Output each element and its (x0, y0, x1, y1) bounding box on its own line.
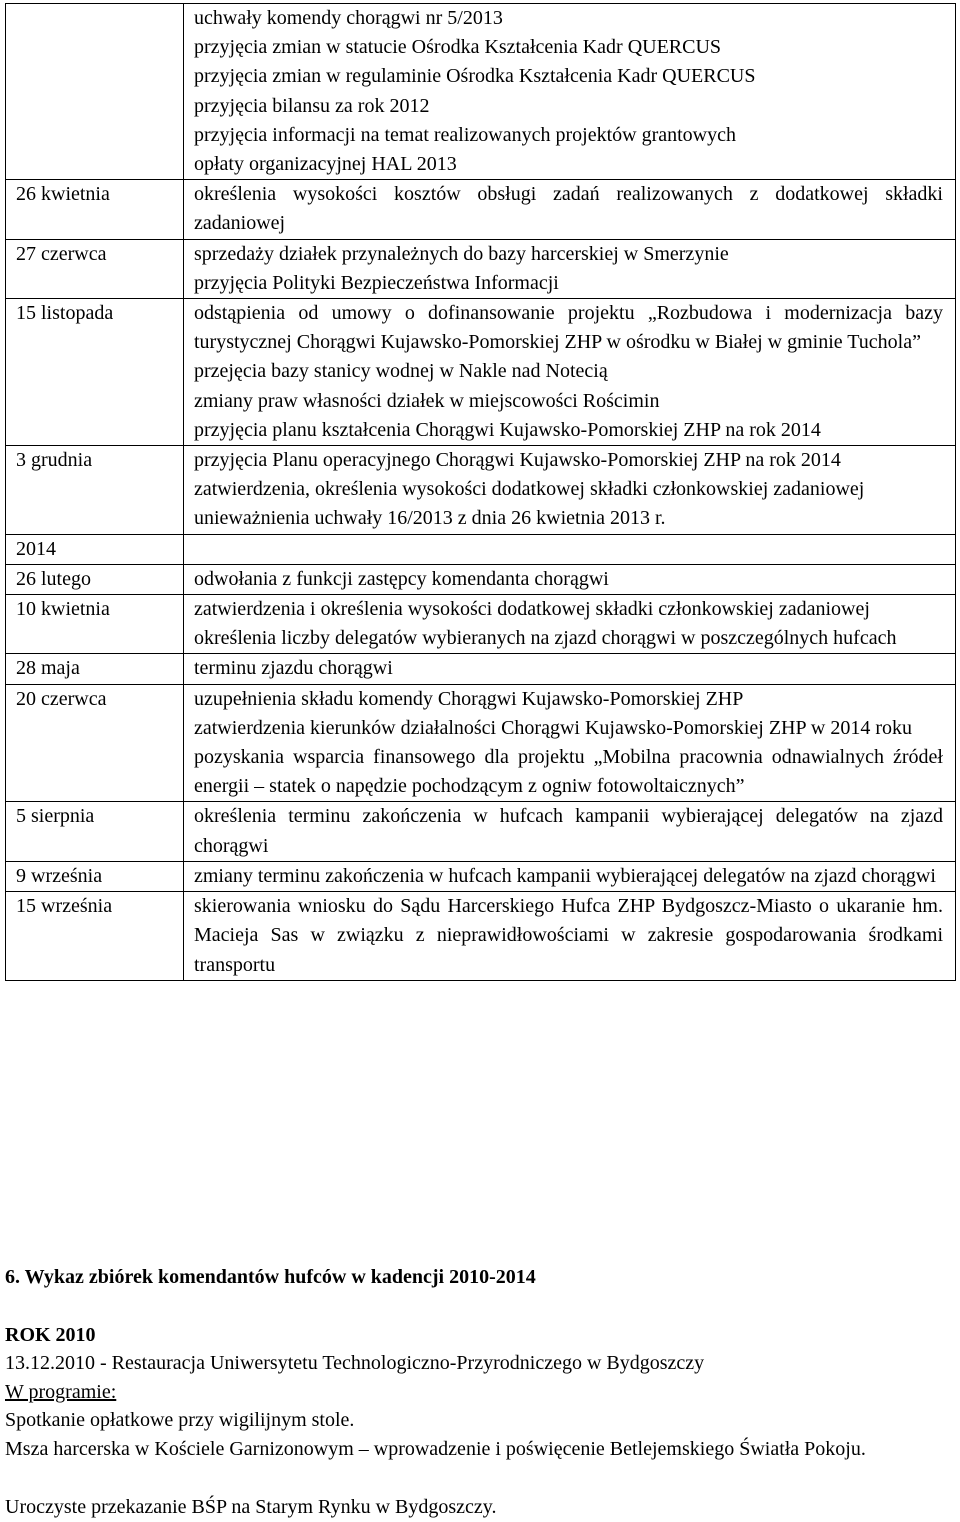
resolution-item: unieważnienia uchwały 16/2013 z dnia 26 kwietnia 2013 r. (194, 507, 666, 530)
resolution-item: zatwierdzenia kierunków działalności Chorągwi Kujawsko-Pomorskiej ZHP w 2014 roku (194, 716, 912, 739)
row-resolutions (184, 180, 956, 239)
program-item-1: Spotkanie opłatkowe przy wigilijnym stole. (5, 1409, 355, 1431)
resolution-item: pozyskania wsparcia finansowego dla projektu „Mobilna pracownia odnawialnych źródeł energii – statek o napędzie pochodzącym z ogniw fotowoltaicznych” (194, 746, 943, 798)
row-date: 3 grudnia (6, 446, 184, 535)
resolution-item: określenia terminu zakończenia w hufcach kampanii wybierającej delegatów na zjazd chorągwi (194, 805, 943, 857)
program-item-2: Msza harcerska w Kościele Garnizonowym – wprowadzenie i poświęcenie Betlejemskiego Światła Pokoju. (5, 1438, 866, 1460)
table-row (6, 180, 956, 239)
row-date (6, 4, 184, 180)
table-row (6, 802, 956, 861)
table-row (6, 654, 956, 684)
row-date: 26 kwietnia (6, 180, 184, 239)
row-resolutions (184, 446, 956, 535)
resolution-item: sprzedaży działek przynależnych do bazy harcerskiej w Smerzynie (194, 242, 729, 265)
section-heading: 6. Wykaz zbiórek komendantów hufców w kadencji 2010-2014 (5, 1266, 536, 1288)
resolution-item: uzupełnienia składu komendy Chorągwi Kujawsko-Pomorskiej ZHP (194, 687, 744, 710)
program-label: W programie: (5, 1381, 117, 1403)
program-item-3: Uroczyste przekazanie BŚP na Starym Rynku w Bydgoszczy. (5, 1496, 497, 1518)
row-date: 15 listopada (6, 299, 184, 446)
table-row (6, 239, 956, 298)
resolution-item: przyjęcia Polityki Bezpieczeństwa Informacji (194, 271, 559, 294)
row-date: 9 września (6, 861, 184, 891)
row-date: 26 lutego (6, 564, 184, 594)
resolution-item: zatwierdzenia i określenia wysokości dodatkowej składki członkowskiej zadaniowej (194, 598, 870, 621)
resolution-item: określenia wysokości kosztów obsługi zadań realizowanych z dodatkowej składki zadaniowej (194, 183, 943, 235)
row-resolutions (184, 564, 956, 594)
row-date: 27 czerwca (6, 239, 184, 298)
row-date: 28 maja (6, 654, 184, 684)
year-heading: ROK 2010 (5, 1324, 96, 1346)
row-resolutions (184, 802, 956, 861)
table-row (6, 446, 956, 535)
row-date: 2014 (6, 534, 184, 564)
row-date: 5 sierpnia (6, 802, 184, 861)
resolution-item: terminu zjazdu chorągwi (194, 657, 393, 680)
resolution-item: odwołania z funkcji zastępcy komendanta chorągwi (194, 567, 609, 590)
row-resolutions (184, 892, 956, 981)
row-date: 20 czerwca (6, 684, 184, 802)
table-row (6, 299, 956, 446)
resolution-item: przyjęcia planu kształcenia Chorągwi Kujawsko-Pomorskiej ZHP na rok 2014 (194, 418, 821, 441)
event-line: 13.12.2010 - Restauracja Uniwersytetu Technologiczno-Przyrodniczego w Bydgoszczy (5, 1352, 705, 1374)
resolution-item: odstąpienia od umowy o dofinansowanie projektu „Rozbudowa i modernizacja bazy turystycznej Chorągwi Kujawsko-Pomorskiej ZHP w ośrodku w Białej w gminie Tuchola” (194, 302, 943, 354)
table-row (6, 534, 956, 564)
resolution-item: przyjęcia zmian w regulaminie Ośrodka Kształcenia Kadr QUERCUS (194, 65, 756, 88)
resolution-item: opłaty organizacyjnej HAL 2013 (194, 153, 457, 176)
resolution-item: zatwierdzenia, określenia wysokości dodatkowej składki członkowskiej zadaniowej (194, 478, 865, 501)
row-resolutions (184, 534, 956, 564)
resolution-item: przyjęcia informacji na temat realizowanych projektów grantowych (194, 123, 736, 146)
resolution-item: przejęcia bazy stanicy wodnej w Nakle nad Notecią (194, 360, 608, 383)
resolution-item: przyjęcia Planu operacyjnego Chorągwi Kujawsko-Pomorskiej ZHP na rok 2014 (194, 449, 841, 472)
table-row (6, 4, 956, 180)
row-date: 15 września (6, 892, 184, 981)
table-row (6, 564, 956, 594)
resolutions-table (5, 3, 956, 981)
row-date: 10 kwietnia (6, 595, 184, 654)
table-row (6, 892, 956, 981)
row-resolutions (184, 299, 956, 446)
resolution-item: przyjęcia zmian w statucie Ośrodka Kształcenia Kadr QUERCUS (194, 36, 722, 59)
resolution-item: skierowania wniosku do Sądu Harcerskiego Hufca ZHP Bydgoszcz-Miasto o ukaranie hm. Macieja Sas w związku z nieprawidłowościami w zakresie gospodarowania środkami transportu (194, 895, 943, 976)
row-resolutions (184, 684, 956, 802)
table-row (6, 861, 956, 891)
row-resolutions (184, 654, 956, 684)
row-resolutions (184, 595, 956, 654)
row-resolutions (184, 239, 956, 298)
resolution-item: zmiany terminu zakończenia w hufcach kampanii wybierającej delegatów na zjazd chorągwi (194, 864, 936, 887)
resolutions-table-body (6, 4, 956, 981)
resolution-item: określenia liczby delegatów wybieranych na zjazd chorągwi w poszczególnych hufcach (194, 627, 897, 650)
resolution-item: uchwały komendy chorągwi nr 5/2013 (194, 7, 503, 29)
table-row (6, 595, 956, 654)
resolution-item: zmiany praw własności działek w miejscowości Rościmin (194, 389, 660, 412)
resolution-item: przyjęcia bilansu za rok 2012 (194, 94, 430, 117)
row-resolutions (184, 861, 956, 891)
row-resolutions (184, 4, 956, 180)
table-row (6, 684, 956, 802)
